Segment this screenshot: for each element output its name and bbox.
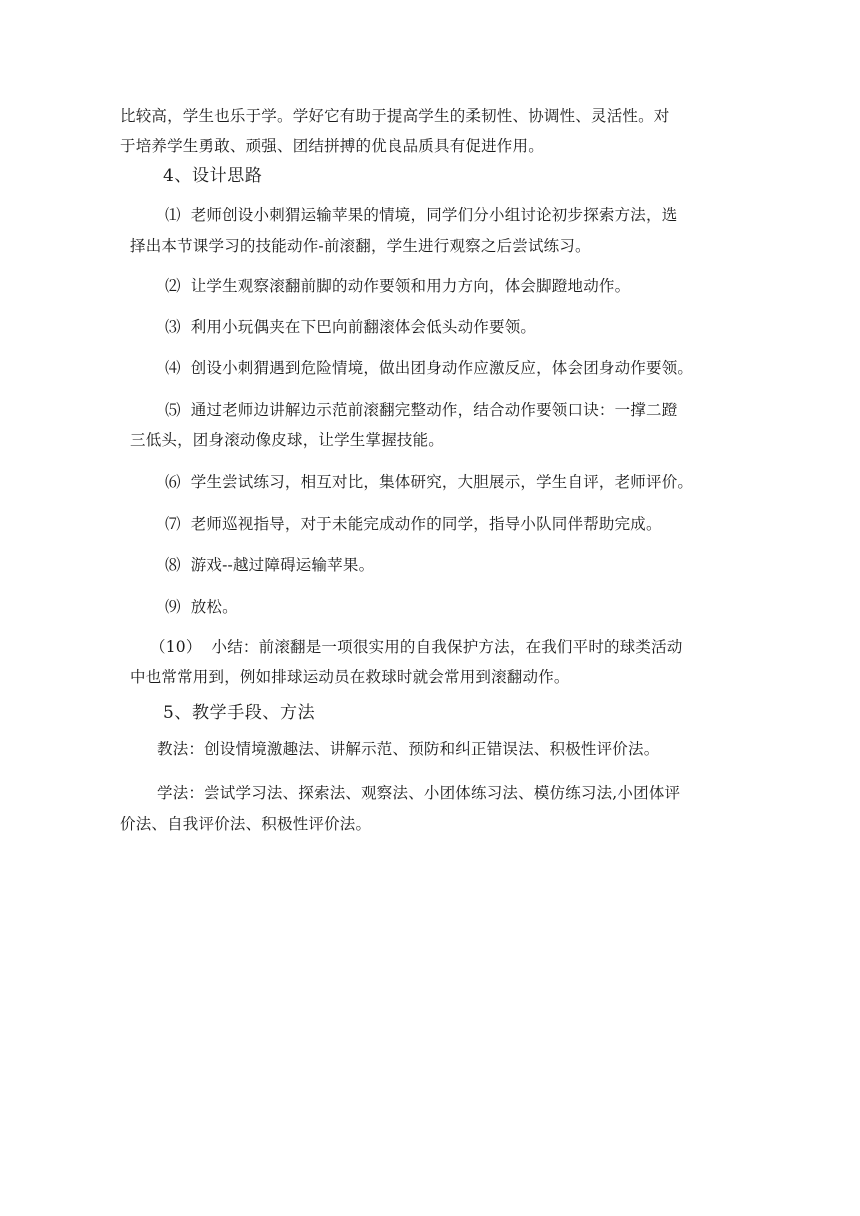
item-text-line: 创设小刺猬遇到危险情境，做出团身动作应激反应，体会团身动作要领。: [190, 359, 694, 377]
design-item-9: [165, 597, 238, 617]
design-item-3: [165, 317, 536, 337]
intro-line-2: 于培养学生勇敢、顽强、团结拼搏的优良品质具有促进作用。: [120, 137, 544, 155]
design-item-5: [165, 400, 677, 420]
item-text-line: 学生尝试练习，相互对比，集体研究，大胆展示，学生自评，老师评价。: [190, 473, 694, 491]
item-number: （10）: [150, 638, 202, 656]
item-number: ⑻: [165, 556, 181, 574]
design-item-7: [165, 514, 662, 534]
item-number: ⑵: [165, 277, 181, 295]
design-item-5-cont: 三低头，团身滚动像皮球，让学生掌握技能。: [130, 431, 445, 449]
item-number: ⑴: [165, 206, 181, 224]
item-text-line: 老师巡视指导，对于未能完成动作的同学，指导小队同伴帮助完成。: [190, 515, 662, 533]
design-item-4: [165, 358, 693, 378]
item-number: ⑼: [165, 598, 181, 616]
design-item-8: [165, 555, 374, 575]
item-number: ⑹: [165, 473, 181, 491]
learning-methods-line-1: 学法：尝试学习法、探索法、观察法、小团体练习法、模仿练习法,小团体评: [157, 784, 681, 802]
intro-line-1: 比较高，学生也乐于学。学好它有助于提高学生的柔韧性、协调性、灵活性。对: [120, 107, 670, 125]
design-item-10-cont: 中也常常用到，例如排球运动员在救球时就会常用到滚翻动作。: [130, 668, 570, 686]
item-number: ⑸: [165, 401, 181, 419]
item-text-line: 小结：前滚翻是一项很实用的自我保护方法，在我们平时的球类活动: [211, 638, 683, 656]
design-item-1-cont: 择出本节课学习的技能动作-前滚翻，学生进行观察之后尝试练习。: [130, 237, 591, 255]
item-text-line: 利用小玩偶夹在下巴向前翻滚体会低头动作要领。: [190, 318, 537, 336]
item-text-line: 游戏--越过障碍运输苹果。: [190, 556, 375, 574]
item-text-line: 通过老师边讲解边示范前滚翻完整动作，结合动作要领口诀：一撑二蹬: [190, 401, 678, 419]
design-item-2: [165, 276, 630, 296]
item-text-line: 老师创设小刺猬运输苹果的情境，同学们分小组讨论初步探索方法，选: [190, 206, 678, 224]
design-item-10: [150, 637, 683, 657]
design-item-1: [165, 205, 677, 225]
design-item-6: [165, 472, 693, 492]
item-text-line: 放松。: [190, 598, 238, 616]
section-5-heading: 5、教学手段、方法: [163, 703, 316, 723]
teaching-methods: 教法：创设情境激趣法、讲解示范、预防和纠正错误法、积极性评价法。: [157, 740, 660, 758]
item-number: ⑷: [165, 359, 181, 377]
item-number: ⑶: [165, 318, 181, 336]
learning-methods-line-2: 价法、自我评价法、积极性评价法。: [120, 815, 372, 833]
section-4-heading: 4、设计思路: [163, 166, 263, 186]
item-number: ⑺: [165, 515, 181, 533]
item-text-line: 让学生观察滚翻前脚的动作要领和用力方向，体会脚蹬地动作。: [190, 277, 631, 295]
